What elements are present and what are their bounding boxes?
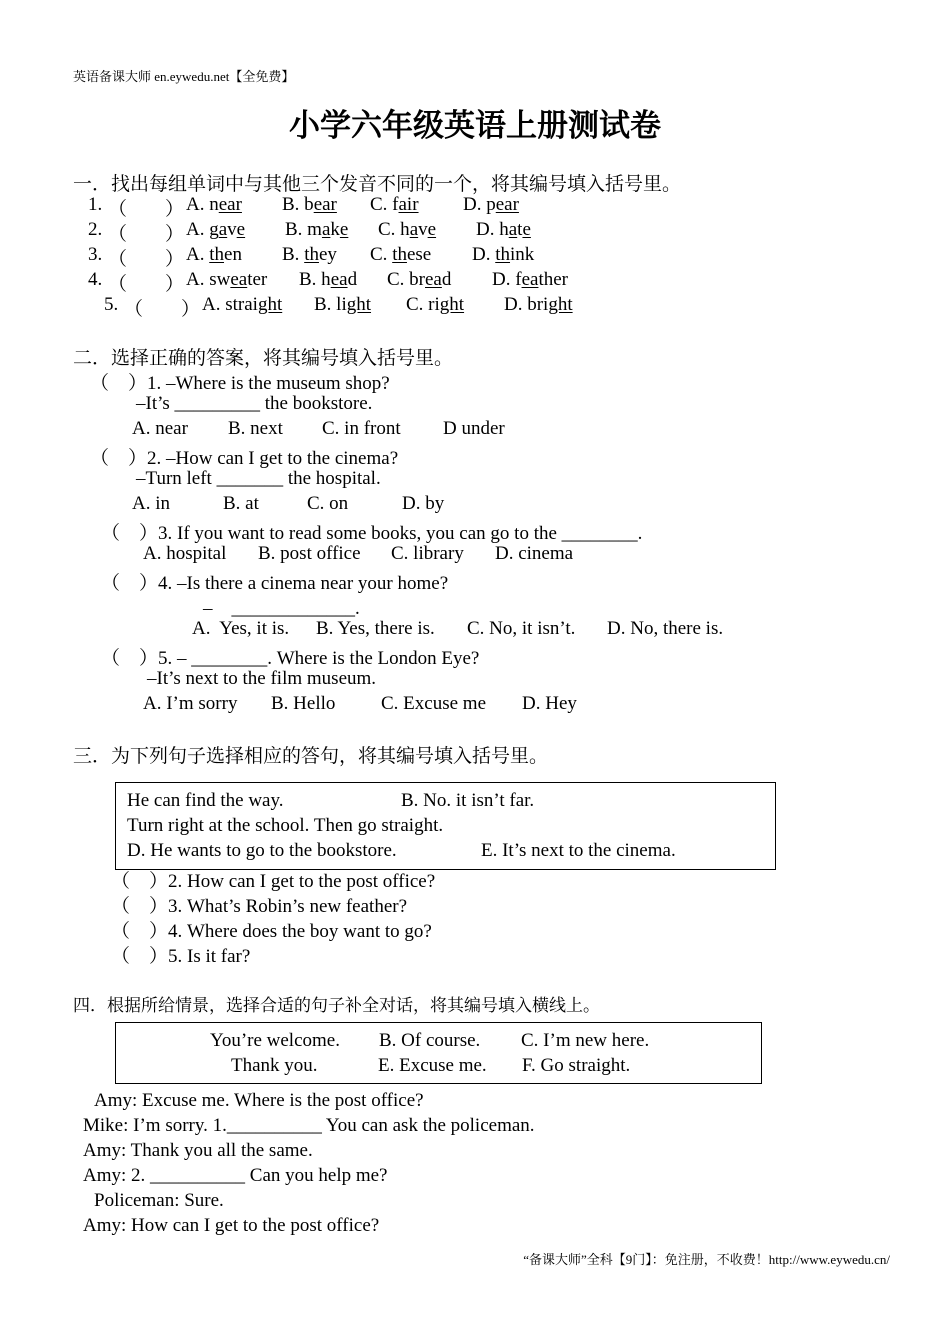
word-segment: D. p [463,194,496,215]
word-segment: D. [472,244,496,265]
part3-option-a: He can find the way. [127,790,284,811]
word-segment: D. f [492,269,522,290]
word-segment: B. li [314,294,347,315]
q5-opt-d: D. Hey [522,693,577,714]
part4-option-c: C. I’m new here. [521,1030,650,1051]
word-segment: ea [230,269,248,290]
word-segment: th [495,244,511,265]
word-option-b [314,294,371,316]
part1-item-number: 2. [88,219,103,240]
word-option-c [378,219,436,241]
word-segment: th [209,244,225,265]
word-segment: C. [370,244,393,265]
part3-option-d: D. He wants to go to the bookstore. [127,840,397,861]
q3-opt-d: D. cinema [495,543,574,564]
word-segment: A. n [186,194,219,215]
word-option-a [202,294,282,316]
q1-opt-b: B. next [228,418,283,439]
q4-answer-line: – _____________. [203,598,360,619]
word-segment: d [441,269,452,290]
word-segment: B. [282,244,305,265]
word-segment: ght [346,294,372,315]
part4-option-d: Thank you. [231,1055,318,1076]
word-segment: B. m [285,219,322,240]
q4-opt-d: D. No, there is. [607,618,724,639]
q3-opt-b: B. post office [258,543,361,564]
word-option-a [186,269,267,291]
answer-paren: （ ） [108,249,185,270]
part3-item: （ ）2. How can I get to the post office? [111,871,436,892]
word-option-a [186,244,242,266]
dialog-line: Amy: Thank you all the same. [83,1140,313,1161]
word-segment: A. sw [186,269,231,290]
word-option-c [370,194,419,216]
word-segment: ear [313,194,337,215]
part4-option-b: B. Of course. [379,1030,481,1051]
part3-item: （ ）4. Where does the boy want to go? [111,921,432,942]
part4-option-e: E. Excuse me. [378,1055,487,1076]
q2-opt-d: D. by [402,493,445,514]
q5-opt-a: A. I’m sorry [143,693,238,714]
word-segment: d [347,269,358,290]
part4-option-f: F. Go straight. [522,1055,631,1076]
word-segment: A. [186,244,210,265]
q2-question: （ ）2. –How can I get to the cinema? [90,448,399,469]
word-segment: en [224,244,242,265]
word-segment: e [339,219,349,240]
word-option-d [492,269,568,291]
word-option-b [299,269,357,291]
part3-option-c: Turn right at the school. Then go straight. [127,815,444,836]
dialog-line: Amy: Excuse me. Where is the post office? [94,1090,424,1111]
word-segment: A. strai [202,294,258,315]
q2-opt-a: A. in [132,493,170,514]
dialog-line: Policeman: Sure. [94,1190,224,1211]
word-segment: v [418,219,428,240]
word-segment: th [392,244,407,265]
answer-paren: （ ） [108,224,185,245]
q1-opt-a: A. near [132,418,188,439]
word-option-a [186,219,245,241]
word-segment: ght [439,294,465,315]
word-option-a [186,194,242,216]
q3-opt-c: C. library [391,543,464,564]
answer-paren: （ ） [108,274,185,295]
part4-option-a: You’re welcome. [210,1030,340,1051]
q1-opt-d: D under [443,418,505,439]
q1-opt-c: C. in front [322,418,401,439]
word-option-c [406,294,464,316]
q4-opt-b: B. Yes, there is. [316,618,435,639]
word-segment: ink [510,244,535,265]
q2-answer-line: –Turn left _______ the hospital. [136,468,381,489]
word-segment: ght [548,294,573,315]
word-option-c [370,244,431,266]
part3-heading: 三．为下列句子选择相应的答句，将其编号填入括号里。 [73,746,549,767]
q4-opt-a: A. Yes, it is. [192,618,290,639]
word-segment: a [508,219,518,240]
part2-heading: 二．选择正确的答案，将其编号填入括号里。 [73,348,454,369]
word-segment: a [321,219,331,240]
part3-option-b: B. No. it isn’t far. [401,790,535,811]
word-segment: ey [318,244,337,265]
word-option-d [504,294,573,316]
word-segment: th [304,244,319,265]
word-segment: ght [257,294,283,315]
word-segment: e [236,219,246,240]
word-option-b [282,244,337,266]
word-segment: C. f [370,194,399,215]
part1-item-number: 5. [104,294,119,315]
answer-paren: （ ） [124,299,201,320]
q5-opt-b: B. Hello [271,693,336,714]
word-segment: B. h [299,269,331,290]
word-segment: C. br [387,269,425,290]
q5-answer-line: –It’s next to the film museum. [147,668,377,689]
q2-opt-b: B. at [223,493,259,514]
word-segment: A. g [186,219,219,240]
dialog-line: Mike: I’m sorry. 1.__________ You can ask the policeman. [83,1115,535,1136]
word-segment: ese [406,244,432,265]
word-segment: C. h [378,219,410,240]
dialog-line: Amy: How can I get to the post office? [83,1215,380,1236]
word-option-d [463,194,519,216]
part1-heading: 一．找出每组单词中与其他三个发音不同的一个，将其编号填入括号里。 [73,174,682,195]
q3-opt-a: A. hospital [143,543,227,564]
q2-opt-c: C. on [307,493,349,514]
word-option-d [476,219,531,241]
part4-heading: 四．根据所给情景，选择合适的句子补全对话，将其编号填入横线上。 [73,996,600,1015]
word-option-d [472,244,534,266]
word-segment: ea [330,269,348,290]
word-segment: ea [521,269,539,290]
word-segment: ea [425,269,442,290]
part1-item-number: 1. [88,194,103,215]
word-segment: e [427,219,437,240]
word-segment: a [409,219,419,240]
q5-opt-c: C. Excuse me [381,693,487,714]
part3-item: （ ）3. What’s Robin’s new feather? [111,896,408,917]
part1-item-number: 4. [88,269,103,290]
page-title: 小学六年级英语上册测试卷 [289,108,661,143]
word-segment: D. h [476,219,509,240]
word-segment: v [227,219,237,240]
q1-question: （ ）1. –Where is the museum shop? [90,373,390,394]
q4-opt-c: C. No, it isn’t. [467,618,576,639]
q3-question: （ ）3. If you want to read some books, you can go to the ________. [101,523,643,544]
word-segment: C. ri [406,294,440,315]
q4-question: （ ）4. –Is there a cinema near your home? [101,573,449,594]
word-segment: k [330,219,340,240]
footer-text: “备课大师”全科【9门】：免注册，不收费！http://www.eywedu.cn/ [523,1252,890,1267]
word-segment: e [522,219,531,240]
word-option-c [387,269,451,291]
word-segment: ear [218,194,242,215]
part3-item: （ ）5. Is it far? [111,946,251,967]
word-option-b [285,219,348,241]
word-segment: a [218,219,228,240]
word-segment: D. bri [504,294,549,315]
answer-paren: （ ） [108,199,185,220]
word-option-b [282,194,337,216]
part1-item-number: 3. [88,244,103,265]
word-segment: ear [495,194,519,215]
q5-question: （ ）5. – ________. Where is the London Eye? [101,648,480,669]
word-segment: air [398,194,419,215]
word-segment: ter [247,269,268,290]
word-segment: t [517,219,523,240]
q1-answer-line: –It’s _________ the bookstore. [136,393,373,414]
word-segment: B. b [282,194,314,215]
word-segment: ther [538,269,568,290]
site-header: 英语备课大师 en.eywedu.net【全免费】 [73,69,295,84]
dialog-line: Amy: 2. __________ Can you help me? [83,1165,388,1186]
part3-option-e: E. It’s next to the cinema. [481,840,676,861]
